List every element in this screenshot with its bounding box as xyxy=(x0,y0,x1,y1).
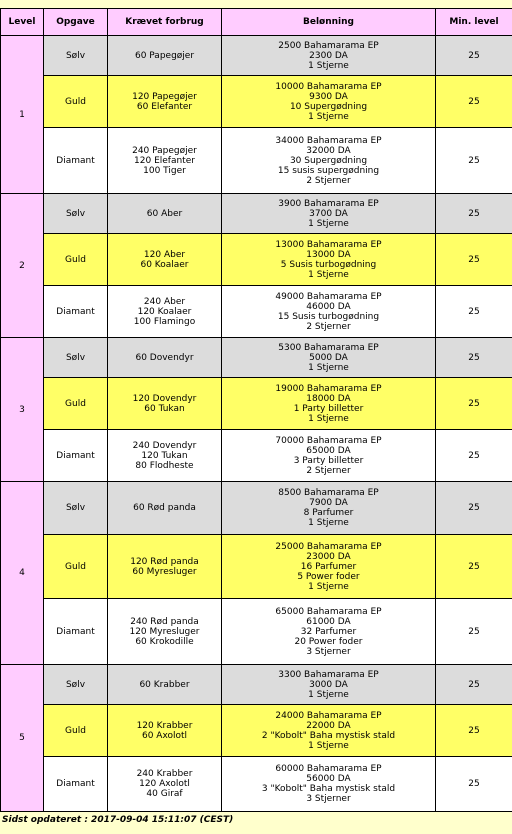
task-cell: Guld xyxy=(44,234,108,286)
required-line: 120 Krabber xyxy=(136,720,193,731)
required-line: 240 Dovendyr xyxy=(132,440,197,451)
reward-line: 8500 Bahamarama EP xyxy=(278,488,379,498)
reward-line: 3300 Bahamarama EP xyxy=(278,669,379,680)
table-row xyxy=(1,76,512,128)
required-line: 60 Dovendyr xyxy=(135,352,194,363)
reward-line: 2 Stjerner xyxy=(306,175,351,186)
reward-line: 5 Susis turbogødning xyxy=(280,259,377,270)
reward-line: 9300 DA xyxy=(309,91,348,102)
table-row xyxy=(1,234,512,286)
required-line: 120 Myresluger xyxy=(129,626,200,637)
table-row xyxy=(1,705,512,757)
header-required: Krævet forbrug xyxy=(108,9,222,36)
reward-line: 32 Parfumer xyxy=(300,626,357,637)
reward-line: 16 Parfumer xyxy=(300,561,357,572)
required-line: 240 Papegøjer xyxy=(132,145,197,156)
min-level-cell: 25 xyxy=(436,128,512,194)
reward-line: 23000 DA xyxy=(306,551,351,562)
level-cell: 2 xyxy=(1,194,44,338)
reward-line: 2 "Kobolt" Baha mystisk stald xyxy=(261,730,396,741)
task-cell: Guld xyxy=(44,705,108,757)
required-cell xyxy=(108,234,222,286)
level-cell: 5 xyxy=(1,665,44,812)
reward-line: 2300 DA xyxy=(309,50,348,61)
reward-line: 8 Parfumer xyxy=(303,508,354,518)
reward-line: 18000 DA xyxy=(306,393,351,404)
reward-line: 3 Stjerner xyxy=(306,794,351,804)
min-level-cell: 25 xyxy=(436,599,512,665)
reward-cell xyxy=(222,36,436,76)
reward-line: 49000 Bahamarama EP xyxy=(275,291,382,302)
required-line: 120 Axolotl xyxy=(139,779,190,789)
required-line: 60 Tukan xyxy=(144,403,185,414)
reward-line: 1 Stjerne xyxy=(308,362,349,373)
required-line: 120 Rød panda xyxy=(130,556,199,567)
reward-line: 1 Stjerne xyxy=(308,111,349,122)
level-cell: 4 xyxy=(1,482,44,665)
required-line: 80 Flodheste xyxy=(135,460,194,471)
required-cell xyxy=(108,128,222,194)
reward-cell xyxy=(222,705,436,757)
table-row xyxy=(1,757,512,812)
required-cell xyxy=(108,194,222,234)
task-cell: Guld xyxy=(44,378,108,430)
task-cell: Diamant xyxy=(44,757,108,812)
reward-cell xyxy=(222,535,436,599)
reward-line: 60000 Bahamarama EP xyxy=(275,764,382,774)
reward-line: 65000 Bahamarama EP xyxy=(275,606,382,617)
reward-cell xyxy=(222,665,436,705)
min-level-cell: 25 xyxy=(436,705,512,757)
table-row xyxy=(1,535,512,599)
reward-line: 15 susis supergødning xyxy=(277,165,380,176)
required-line: 120 Koalaer xyxy=(137,306,192,317)
task-table xyxy=(0,8,512,812)
reward-line: 22000 DA xyxy=(306,720,351,731)
required-line: 60 Koalaer xyxy=(140,259,189,270)
table-row xyxy=(1,378,512,430)
reward-line: 34000 Bahamarama EP xyxy=(275,135,382,146)
table-row xyxy=(1,128,512,194)
required-line: 60 Rød panda xyxy=(133,503,196,513)
required-line: 60 Krabber xyxy=(139,679,190,690)
required-cell xyxy=(108,757,222,812)
reward-line: 32000 DA xyxy=(306,145,351,156)
min-level-cell: 25 xyxy=(436,757,512,812)
reward-line: 3 Party billetter xyxy=(293,455,364,466)
required-cell xyxy=(108,665,222,705)
table-row xyxy=(1,665,512,705)
reward-cell xyxy=(222,286,436,338)
min-level-cell: 25 xyxy=(436,286,512,338)
min-level-cell: 25 xyxy=(436,665,512,705)
required-line: 240 Krabber xyxy=(136,769,193,779)
task-cell: Sølv xyxy=(44,665,108,705)
reward-cell xyxy=(222,599,436,665)
table-row xyxy=(1,286,512,338)
required-cell xyxy=(108,378,222,430)
reward-line: 24000 Bahamarama EP xyxy=(275,710,382,721)
reward-line: 1 Stjerne xyxy=(308,740,349,751)
reward-cell xyxy=(222,430,436,482)
reward-line: 1 Stjerne xyxy=(308,413,349,424)
last-updated: Sidst opdateret : 2017-09-04 15:11:07 (CEST) xyxy=(2,815,234,825)
required-line: 100 Flamingo xyxy=(133,316,196,327)
reward-line: 3 "Kobolt" Baha mystisk stald xyxy=(261,784,396,794)
required-cell xyxy=(108,705,222,757)
task-cell: Diamant xyxy=(44,599,108,665)
reward-line: 5300 Bahamarama EP xyxy=(278,342,379,353)
table-row xyxy=(1,36,512,76)
reward-line: 10 Supergødning xyxy=(289,101,368,112)
reward-line: 1 Stjerne xyxy=(308,218,349,229)
reward-line: 13000 Bahamarama EP xyxy=(275,239,382,250)
required-cell xyxy=(108,482,222,535)
task-cell: Sølv xyxy=(44,194,108,234)
reward-cell xyxy=(222,128,436,194)
reward-line: 1 Party billetter xyxy=(293,403,364,414)
reward-line: 65000 DA xyxy=(306,445,351,456)
reward-line: 20 Power foder xyxy=(294,636,363,647)
reward-line: 3000 DA xyxy=(309,679,348,690)
header-reward: Belønning xyxy=(222,9,436,36)
required-line: 120 Tukan xyxy=(141,450,188,461)
required-line: 60 Myresluger xyxy=(132,566,197,577)
task-cell: Sølv xyxy=(44,36,108,76)
table-row xyxy=(1,194,512,234)
reward-line: 3700 DA xyxy=(309,208,348,219)
header-level: Level xyxy=(1,9,44,36)
header-task: Opgave xyxy=(44,9,108,36)
reward-line: 3 Stjerner xyxy=(306,646,351,657)
task-cell: Sølv xyxy=(44,482,108,535)
table-body xyxy=(1,36,512,812)
reward-line: 2500 Bahamarama EP xyxy=(278,40,379,51)
reward-line: 15 Susis turbogødning xyxy=(277,311,380,322)
reward-line: 1 Stjerne xyxy=(308,581,349,592)
min-level-cell: 25 xyxy=(436,430,512,482)
required-line: 120 Papegøjer xyxy=(132,91,197,102)
reward-line: 5000 DA xyxy=(309,352,348,363)
min-level-cell: 25 xyxy=(436,194,512,234)
task-cell: Guld xyxy=(44,76,108,128)
min-level-cell: 25 xyxy=(436,482,512,535)
min-level-cell: 25 xyxy=(436,378,512,430)
reward-line: 25000 Bahamarama EP xyxy=(275,541,382,552)
required-line: 60 Krokodille xyxy=(135,636,194,647)
reward-line: 1 Stjerne xyxy=(308,269,349,280)
reward-line: 19000 Bahamarama EP xyxy=(275,383,382,394)
min-level-cell: 25 xyxy=(436,234,512,286)
table-row xyxy=(1,430,512,482)
required-cell xyxy=(108,76,222,128)
reward-line: 2 Stjerner xyxy=(306,321,351,332)
reward-cell xyxy=(222,76,436,128)
required-line: 240 Rød panda xyxy=(130,616,199,627)
reward-line: 56000 DA xyxy=(306,774,351,784)
min-level-cell: 25 xyxy=(436,36,512,76)
required-line: 60 Aber xyxy=(146,208,183,219)
reward-line: 46000 DA xyxy=(306,301,351,312)
required-line: 60 Papegøjer xyxy=(134,50,195,61)
reward-line: 7900 DA xyxy=(309,498,348,508)
reward-line: 61000 DA xyxy=(306,616,351,627)
min-level-cell: 25 xyxy=(436,76,512,128)
reward-cell xyxy=(222,482,436,535)
required-cell xyxy=(108,286,222,338)
task-cell: Sølv xyxy=(44,338,108,378)
min-level-cell: 25 xyxy=(436,338,512,378)
required-line: 120 Dovendyr xyxy=(132,393,197,404)
required-line: 120 Aber xyxy=(143,249,186,260)
level-cell: 1 xyxy=(1,36,44,194)
reward-line: 5 Power foder xyxy=(297,571,360,582)
reward-line: 30 Supergødning xyxy=(289,155,368,166)
reward-cell xyxy=(222,234,436,286)
reward-cell xyxy=(222,757,436,812)
header-min-level: Min. level xyxy=(436,9,512,36)
required-line: 60 Axolotl xyxy=(141,730,188,741)
task-cell: Guld xyxy=(44,535,108,599)
task-cell: Diamant xyxy=(44,430,108,482)
reward-cell xyxy=(222,194,436,234)
task-cell: Diamant xyxy=(44,286,108,338)
required-cell xyxy=(108,535,222,599)
required-cell xyxy=(108,338,222,378)
required-line: 240 Aber xyxy=(143,296,186,307)
level-cell: 3 xyxy=(1,338,44,482)
reward-line: 3900 Bahamarama EP xyxy=(278,198,379,209)
reward-line: 2 Stjerner xyxy=(306,465,351,476)
reward-line: 13000 DA xyxy=(306,249,351,260)
required-cell xyxy=(108,36,222,76)
task-cell: Diamant xyxy=(44,128,108,194)
reward-line: 70000 Bahamarama EP xyxy=(275,435,382,446)
reward-line: 1 Stjerne xyxy=(308,518,349,528)
required-cell xyxy=(108,599,222,665)
reward-line: 10000 Bahamarama EP xyxy=(275,81,382,92)
required-line: 120 Elefanter xyxy=(134,155,195,166)
required-line: 40 Giraf xyxy=(146,789,183,799)
table-row xyxy=(1,599,512,665)
table-row xyxy=(1,482,512,535)
table-row xyxy=(1,338,512,378)
reward-cell xyxy=(222,378,436,430)
header-row xyxy=(1,9,512,36)
reward-line: 1 Stjerne xyxy=(308,689,349,700)
reward-line: 1 Stjerne xyxy=(308,60,349,71)
required-line: 60 Elefanter xyxy=(136,101,193,112)
required-line: 100 Tiger xyxy=(143,165,186,176)
min-level-cell: 25 xyxy=(436,535,512,599)
reward-cell xyxy=(222,338,436,378)
required-cell xyxy=(108,430,222,482)
